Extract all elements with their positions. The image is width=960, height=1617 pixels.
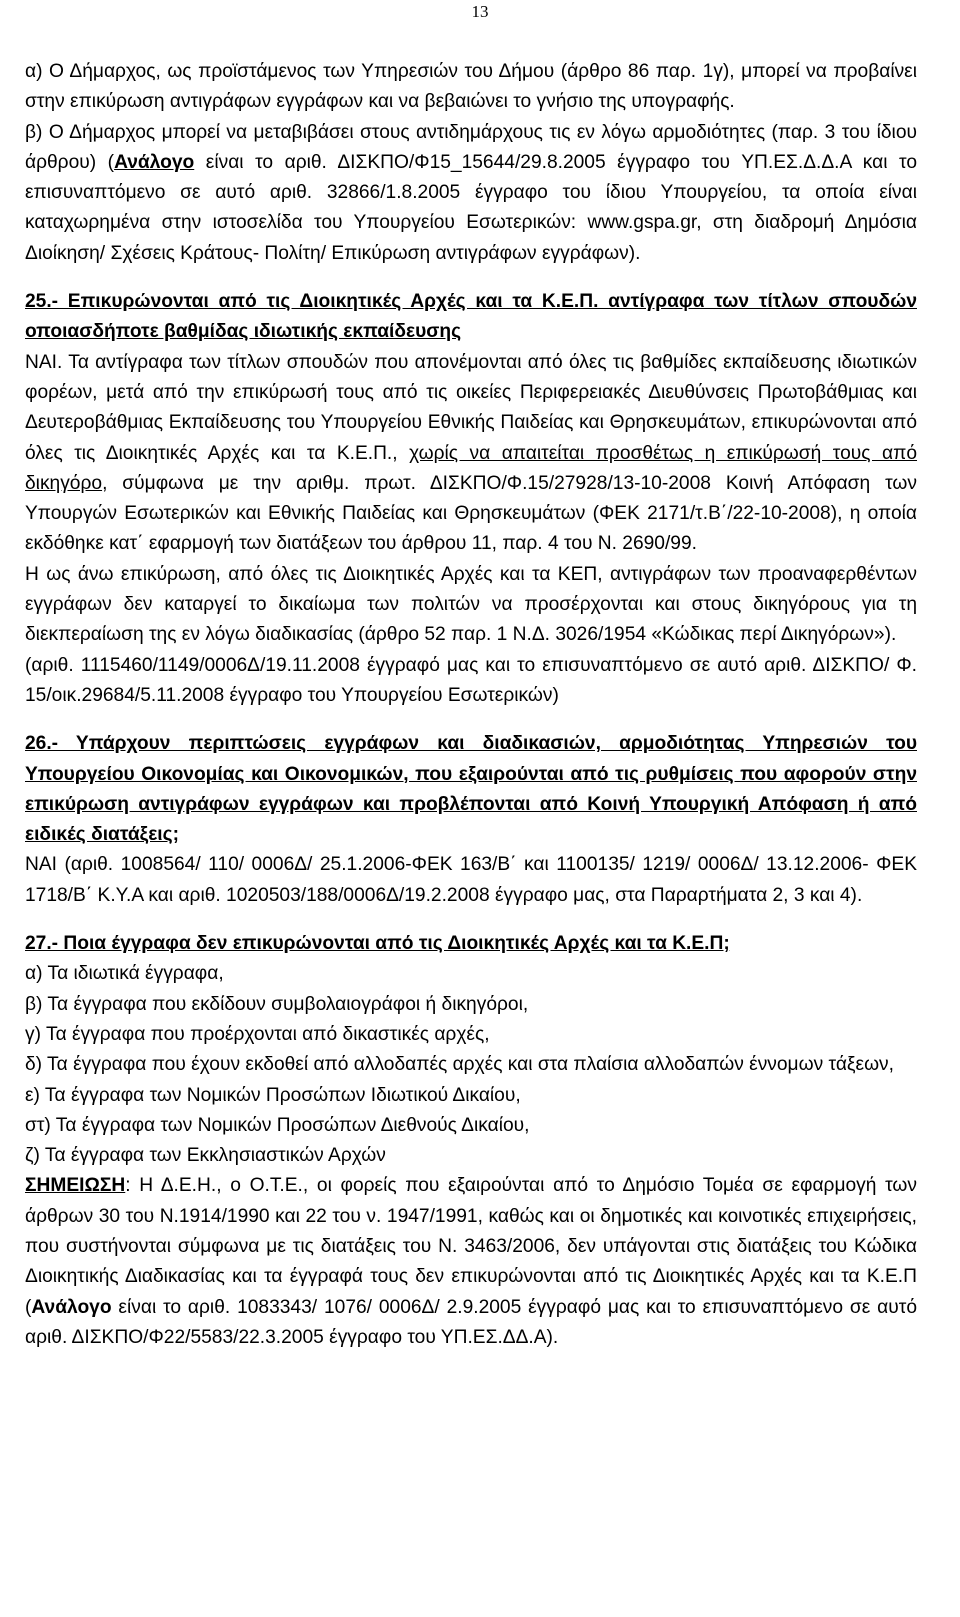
list-item: στ) Τα έγγραφα των Νομικών Προσώπων Διεθνούς Δικαίου, xyxy=(25,1114,530,1136)
intro-b-text-rest: είναι το αριθ. ΔΙΣΚΠΟ/Φ15_15644/29.8.2005 έγγραφο του ΥΠ.ΕΣ.Δ.Δ.Α και το επισυναπτόμενο σε αυτό αριθ. 32866/1.8.2005 έγγραφο του ίδιου Υπουργείου, τα οποία είναι καταχωρημένα στην ιστοσελίδα του Υπουργείου Εσωτερικών: www.gspa.gr, στη διαδρομή Δημόσια Διοίκηση/ Σχέσεις Κράτους- Πολίτη/ Επικύρωση αντιγράφων εγγράφων). xyxy=(25,151,917,264)
intro-paragraph-a: α) Ο Δήμαρχος, ως προϊστάμενος των Υπηρεσιών του Δήμου (άρθρο 86 παρ. 1γ), μπορεί να προβαίνει στην επικύρωση αντιγράφων εγγράφων και να βεβαιώνει το γνήσιο της υπογραφής. xyxy=(25,61,917,113)
q25-paragraph-3: (αριθ. 1115460/1149/0006Δ/19.11.2008 έγγραφό μας και το επισυναπτόμενο σε αυτό αριθ. ΔΙΣΚΠΟ/ Φ. 15/οικ.29684/5.11.2008 έγγραφο του Υπουργείου Εσωτερικών) xyxy=(25,654,917,706)
note-text-rest: είναι το αριθ. 1083343/ 1076/ 0006Δ/ 2.9.2005 έγγραφό μας και το επισυναπτόμενο σε αυτό αριθ. ΔΙΣΚΠΟ/Φ22/5583/22.3.2005 έγγραφο του ΥΠ.ΕΣ.ΔΔ.Α). xyxy=(25,1296,917,1348)
q26-answer: ΝΑΙ (αριθ. 1008564/ 110/ 0006Δ/ 25.1.2006-ΦΕΚ 163/Β΄ και 1100135/ 1219/ 0006Δ/ 13.12.2006- ΦΕΚ 1718/Β΄ Κ.Υ.Α και αριθ. 1020503/188/0006Δ/19.2.2008 έγγραφο μας, στα Παραρτήματα 2, 3 και 4). xyxy=(25,854,917,906)
q27-heading: 27.- Ποια έγγραφα δεν επικυρώνονται από τις Διοικητικές Αρχές και τα Κ.Ε.Π; xyxy=(25,933,730,955)
q25-paragraph-1 xyxy=(25,348,917,560)
intro-paragraph-b xyxy=(25,118,917,269)
q25-p1-text-rest: , σύμφωνα με την αριθμ. πρωτ. ΔΙΣΚΠΟ/Φ.15/27928/13-10-2008 Κοινή Απόφαση των Υπουργών Εσωτερικών και Εθνικής Παιδείας και Θρησκευμάτων (ΦΕΚ 2171/τ.Β΄/22-10-2008), η οποία εκδόθηκε κατ΄ εφαρμογή των διατάξεων του άρθρου 11, παρ. 4 του Ν. 2690/99. xyxy=(25,472,917,555)
note-analogo-label: Ανάλογο xyxy=(31,1296,112,1318)
q25-p1-text: ΝΑΙ. Τα αντίγραφα των τίτλων σπουδών που απονέμονται από όλες τις βαθμίδες εκπαίδευσης ιδιωτικών φορέων, μετά από την επικύρωσή τους από τις οικείες Περιφερειακές Διευθύνσεις Πρωτοβάθμιας και Δευτεροβάθμιας Εκπαίδευσης του Υπουργείου Εθνικής Παιδείας και Θρησκευμάτων, επικυρώνονται από όλες τις Διοικητικές Αρχές και τα Κ.Ε.Π., xyxy=(25,351,917,464)
q25-p1-underlined: χωρίς να απαιτείται προσθέτως η επικύρωσή τους από δικηγόρο xyxy=(25,442,918,494)
list-item: δ) Τα έγγραφα που έχουν εκδοθεί από αλλοδαπές αρχές και στα πλαίσια αλλοδαπών έννομων τάξεων, xyxy=(25,1054,894,1076)
page-number: 13 xyxy=(471,2,489,21)
note-text: : Η Δ.Ε.Η., ο Ο.Τ.Ε., οι φορείς που εξαιρούνται από το Δημόσιο Τομέα σε εφαρμογή των άρθρων 30 του Ν.1914/1990 και 22 του ν. 1947/1991, καθώς και οι δημοτικές και κοινοτικές επιχειρήσεις, που συστήνονται σύμφωνα με τις διατάξεις του Ν. 3463/2006, δεν υπάγονται στις διατάξεις του Κώδικα Διοικητικής Διαδικασίας και τα έγγραφά τους δεν επικυρώνονται από τις Διοικητικές Αρχές και τα Κ.Ε.Π ( xyxy=(25,1175,917,1318)
list-item: α) Τα ιδιωτικά έγγραφα, xyxy=(25,963,224,985)
q25-paragraph-2: Η ως άνω επικύρωση, από όλες τις Διοικητικές Αρχές και τα ΚΕΠ, αντιγράφων των προαναφερθέντων εγγράφων δεν καταργεί το δικαίωμα των πολιτών να προσέρχονται και στους δικηγόρους για τη διεκπεραίωση της εν λόγω διαδικασίας (άρθρο 52 παρ. 1 Ν.Δ. 3026/1954 «Κώδικας περί Δικηγόρων»). xyxy=(25,563,917,646)
list-item: ε) Τα έγγραφα των Νομικών Προσώπων Ιδιωτικού Δικαίου, xyxy=(25,1084,521,1106)
list-item: ζ) Τα έγγραφα των Εκκλησιαστικών Αρχών xyxy=(25,1145,386,1167)
q27-note xyxy=(25,1171,917,1353)
document-body xyxy=(25,57,917,1353)
intro-b-text: β) Ο Δήμαρχος μπορεί να μεταβιβάσει στους αντιδημάρχους τις εν λόγω αρμοδιότητες (παρ. 3 του ίδιου άρθρου) ( xyxy=(25,121,917,173)
q26-heading: 26.- Υπάρχουν περιπτώσεις εγγράφων και διαδικασιών, αρμοδιότητας Υπηρεσιών του Υπουργείου Οικονομίας και Οικονομικών, που εξαιρούνται από τις ρυθμίσεις που αφορούν στην επικύρωση αντιγράφων εγγράφων και προβλέπονται από Κοινή Υπουργική Απόφαση ή από ειδικές διατάξεις; xyxy=(25,733,917,846)
list-item: β) Τα έγγραφα που εκδίδουν συμβολαιογράφοι ή δικηγόροι, xyxy=(25,993,529,1015)
list-item: γ) Τα έγγραφα που προέρχονται από δικαστικές αρχές, xyxy=(25,1023,490,1045)
note-label: ΣΗΜΕΙΩΣΗ xyxy=(25,1175,126,1197)
q25-heading: 25.- Επικυρώνονται από τις Διοικητικές Αρχές και τα Κ.Ε.Π. αντίγραφα των τίτλων σπουδών οποιασδήποτε βαθμίδας ιδιωτικής εκπαίδευσης xyxy=(25,291,917,343)
analogo-label: Ανάλογο xyxy=(114,151,195,173)
